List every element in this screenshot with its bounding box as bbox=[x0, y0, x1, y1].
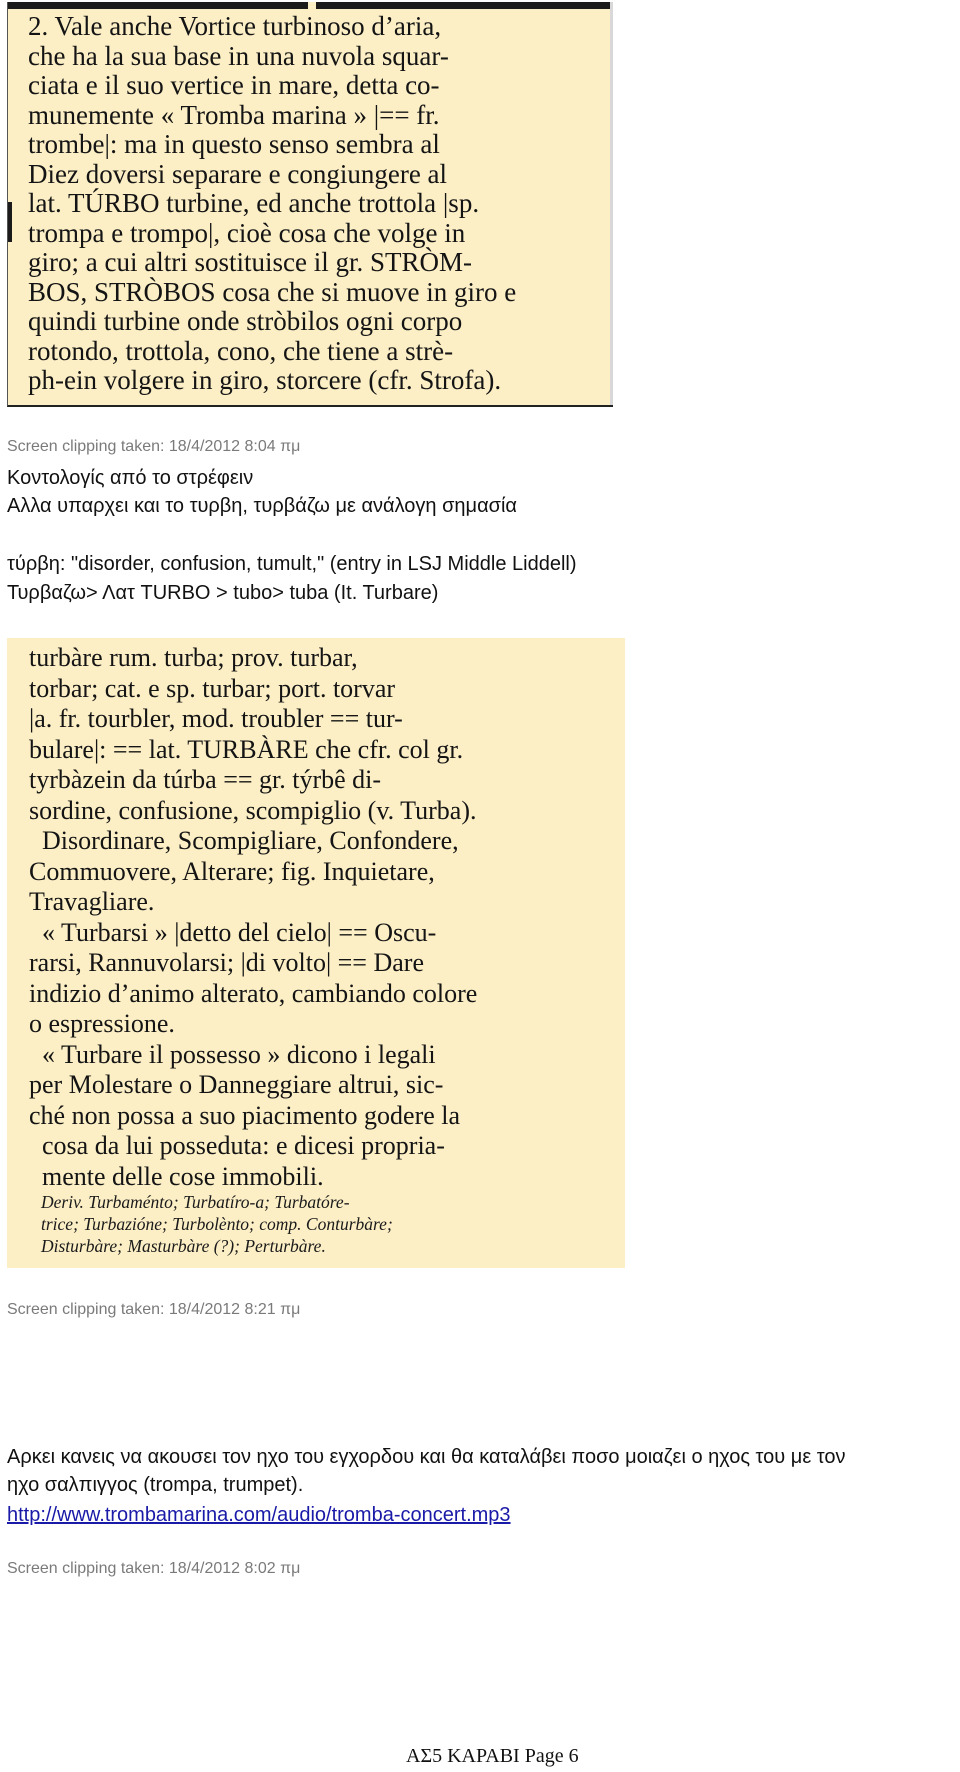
clip-right-border bbox=[610, 2, 613, 405]
clipping-text: 2. Vale anche Vortice turbinoso d’aria, che ha la sua base in una nuvola squar- ciata e il suo vertice in mare, detta co- munemente « Tromba marina » |== fr. trombe|: ma in questo senso sembra al Diez doversi separare e congiungere al lat. TÚRBO turbine, ed anche trottola |sp. trompa e trompo|, cioè cosa che volge in giro; a cui altri sostituisce il gr. STRÒM- BOS, STRÒBOS cosa che si muove in giro e quindi turbine onde stròbilos ogni corpo rotondo, trottola, cono, che tiene a strè- ph-ein volgere in giro, storcere (cfr. Strofa). bbox=[28, 11, 517, 395]
audio-link[interactable]: http://www.trombamarina.com/audio/tromba-concert.mp3 bbox=[7, 1504, 511, 1526]
clip-left-mark bbox=[8, 202, 12, 242]
clipping-caption-2: Screen clipping taken: 18/4/2012 8:21 πμ bbox=[7, 1301, 301, 1318]
dictionary-clipping-turbare bbox=[7, 638, 625, 1268]
page-footer: ΑΣ5 ΚΑΡΑΒΙ Page 6 bbox=[406, 1745, 579, 1767]
clip-top-border bbox=[8, 2, 613, 9]
note-line-4: Τυρβαζω> Λατ TURBO > tubo> tuba (It. Turbare) bbox=[7, 582, 439, 604]
clipping-caption-3: Screen clipping taken: 18/4/2012 8:02 πμ bbox=[7, 1560, 301, 1577]
clipping-caption-1: Screen clipping taken: 18/4/2012 8:04 πμ bbox=[7, 438, 301, 455]
dictionary-clipping-tromba bbox=[7, 2, 613, 407]
note-line-1: Κοντολογίς από το στρέφειν bbox=[7, 467, 254, 489]
note-line-6: ηχο σαλπιγγος (trompa, trumpet). bbox=[7, 1474, 304, 1496]
note-line-3: τύρβη: "disorder, confusion, tumult," (entry in LSJ Middle Liddell) bbox=[7, 553, 577, 575]
clipping-text: turbàre rum. turba; prov. turbar, torbar; cat. e sp. turbar; port. torvar |a. fr. tourbler, mod. troubler == tur- bulare|: == lat. TURBÀRE che cfr. col gr. tyrbàzein da túrba == gr. týrbê di- sordine, confusione, scompiglio (v. Turba). Disordinare, Scompigliare, Confondere, Commuovere, Alterare; fig. Inquietare, Travagliare. « Turbarsi » |detto del cielo| == Oscu- rarsi, Rannuvolarsi; |di volto| == Dare indizio d’animo alterato, cambiando colore o espressione. « Turbare il possesso » dicono i legali per Molestare o Danneggiare altrui, sic- ché non possa a suo piacimento godere la cosa da lui posseduta: e dicesi propria- mente delle cose immobili. bbox=[29, 643, 478, 1191]
derivation-text: Deriv. Turbaménto; Turbatíro-a; Turbatóre- trice; Turbazióne; Turbolènto; comp. Conturbàre; Disturbàre; Masturbàre (?); Perturbàre. bbox=[41, 1192, 393, 1256]
note-line-5: Αρκει κανεις να ακουσει τον ηχο του εγχορδου και θα καταλάβει ποσο μοιαζει ο ηχος του με τον bbox=[7, 1446, 846, 1468]
note-line-2: Αλλα υπαρχει και το τυρβη, τυρβάζω με ανάλογη σημασία bbox=[7, 495, 517, 517]
